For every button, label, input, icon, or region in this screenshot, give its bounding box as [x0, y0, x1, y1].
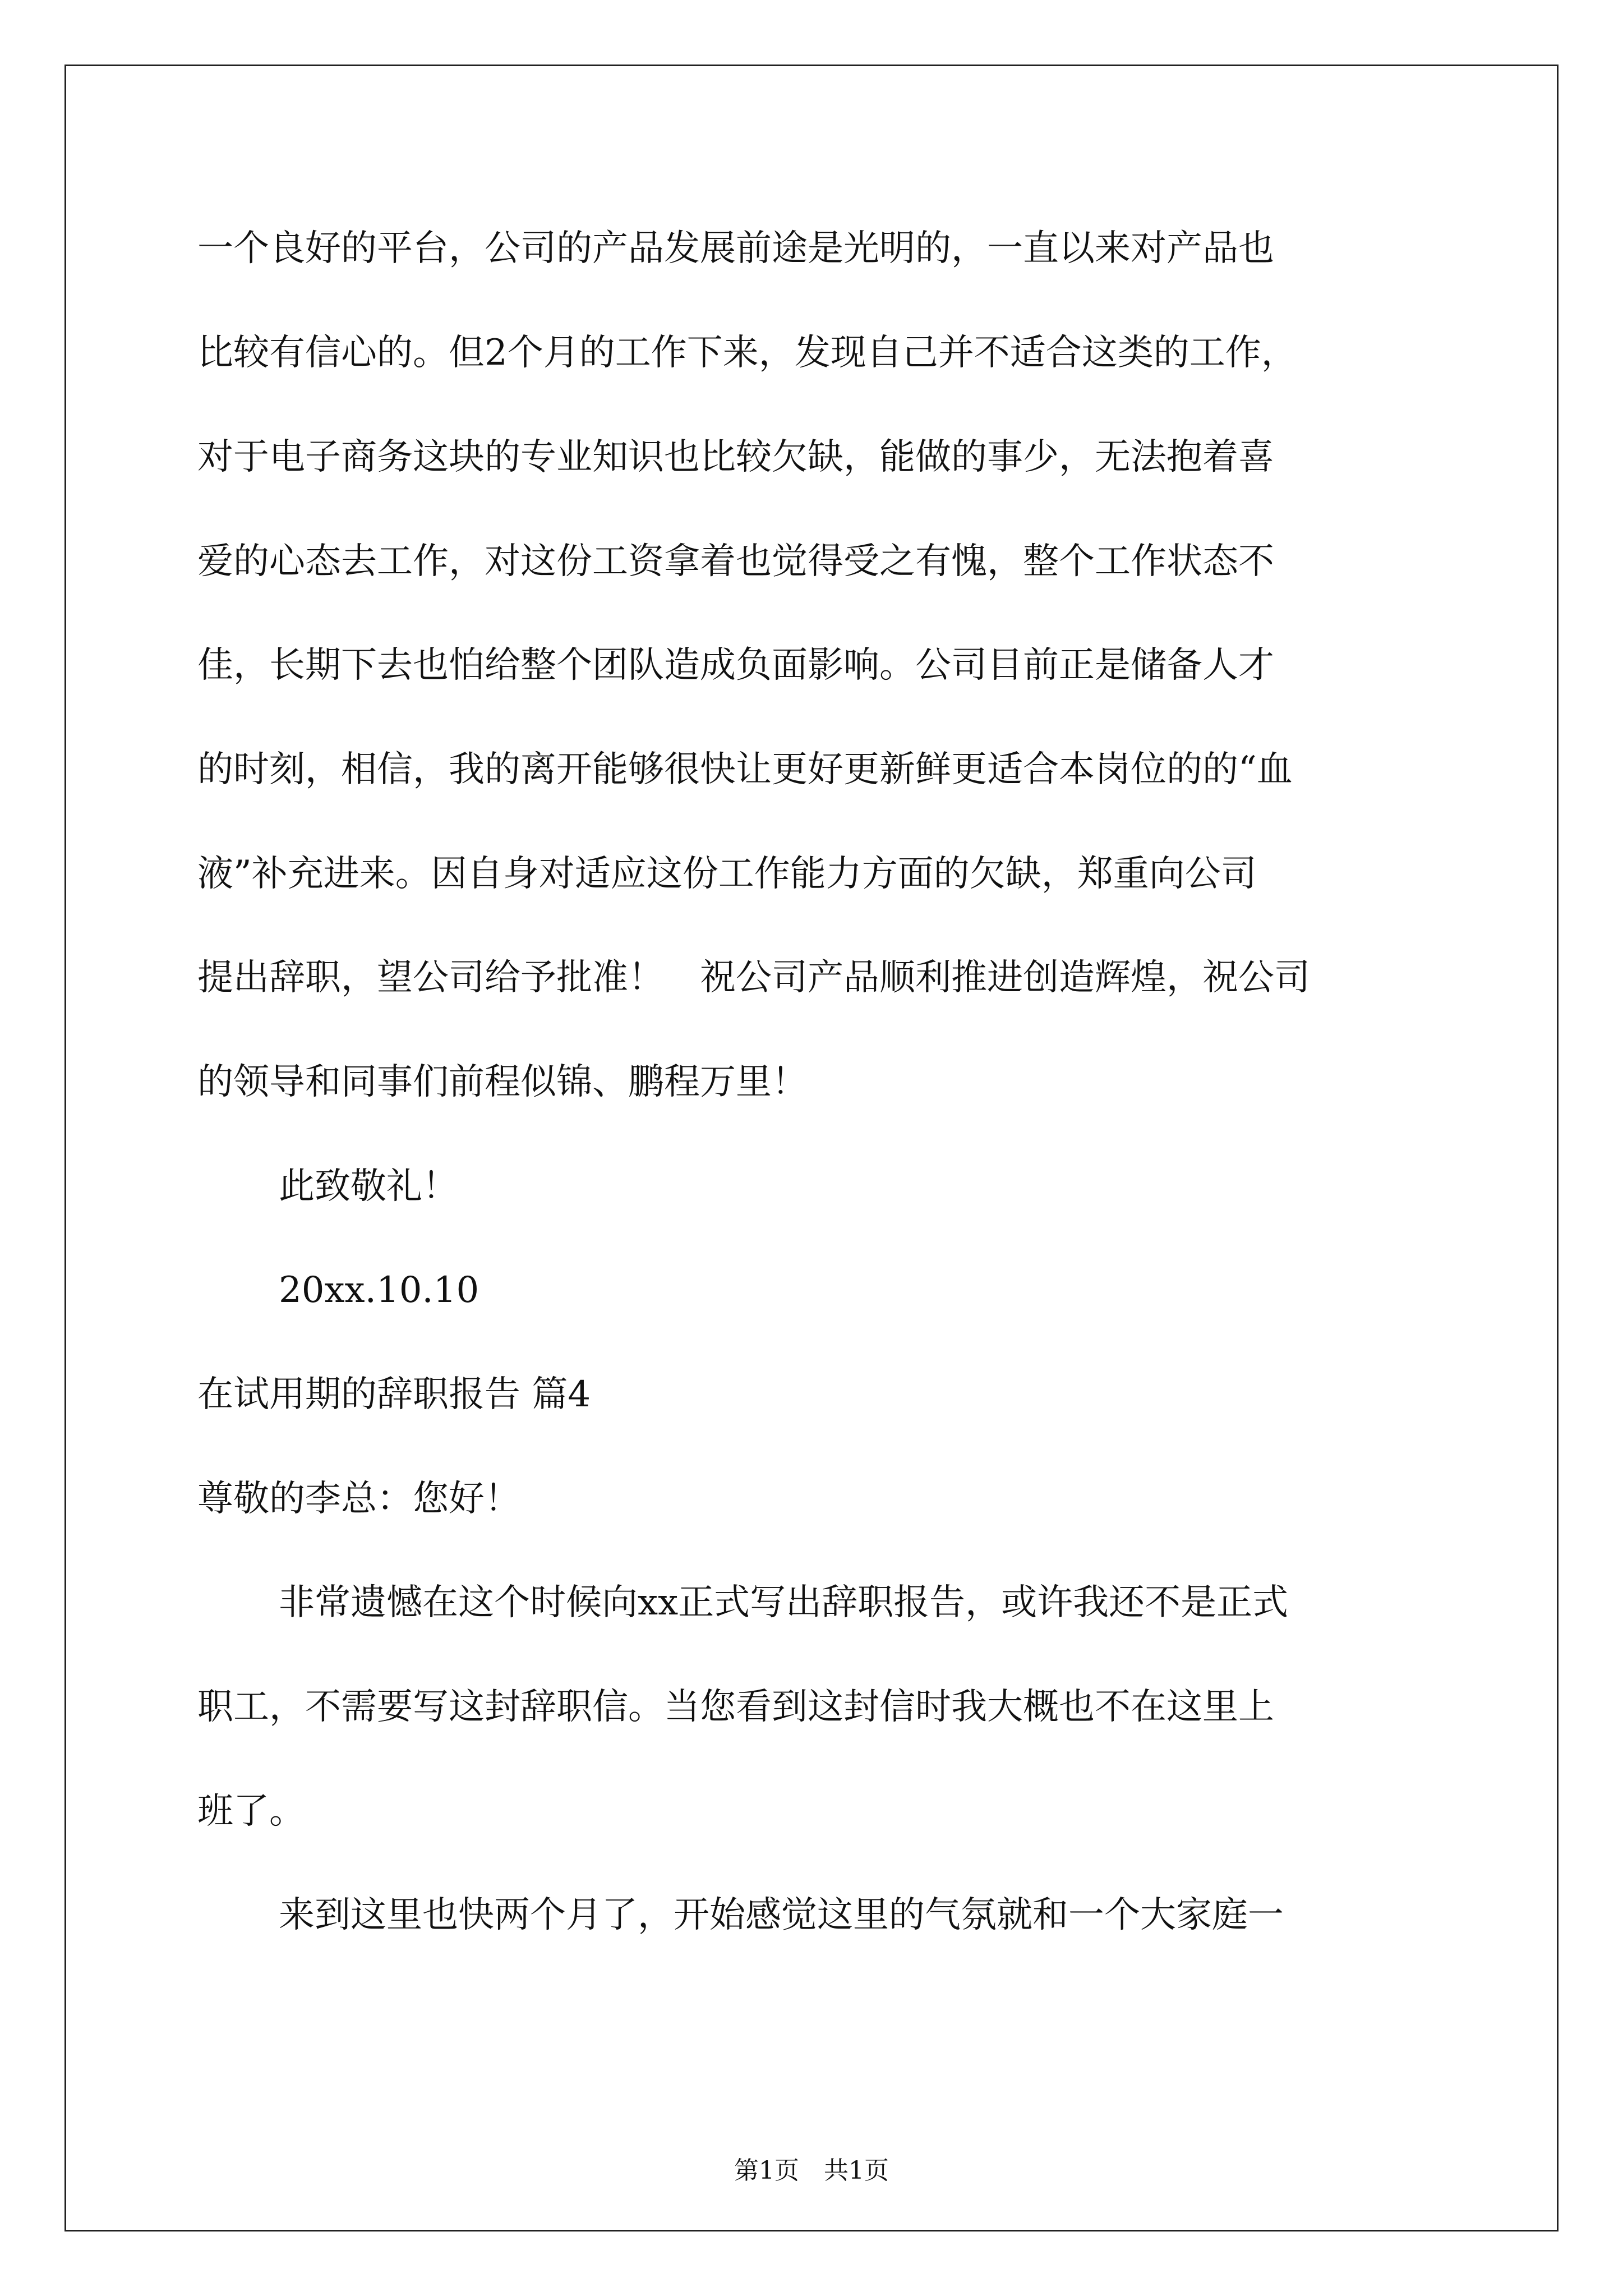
letter-greeting: 尊敬的李总：您好！ [197, 1478, 520, 1520]
body-line: 职工，不需要写这封辞职信。当您看到这封信时我大概也不在这里上 [197, 1686, 1274, 1728]
closing-salutation: 此致敬礼！ [279, 1166, 458, 1207]
section-heading: 在试用期的辞职报告 篇4 [197, 1374, 591, 1415]
body-line: 的时刻，相信，我的离开能够很快让更好更新鲜更适合本岗位的的“血 [197, 749, 1293, 790]
body-line: 比较有信心的。但2个月的工作下来，发现自己并不适合这类的工作， [197, 332, 1297, 374]
body-line: 的领导和同事们前程似锦、鹏程万里！ [197, 1061, 808, 1103]
body-line: 班了。 [197, 1791, 305, 1832]
body-line: 液”补充进来。因自身对适应这份工作能力方面的欠缺，郑重向公司 [197, 853, 1257, 895]
letter-date: 20xx.10.10 [279, 1269, 479, 1311]
body-line: 对于电子商务这块的专业知识也比较欠缺，能做的事少，无法抱着喜 [197, 436, 1274, 478]
page-number-footer: 第1页 共1页 [734, 2156, 889, 2185]
body-line: 提出辞职，望公司给予批准！ 祝公司产品顺利推进创造辉煌，祝公司 [197, 957, 1310, 999]
body-line: 一个良好的平台，公司的产品发展前途是光明的，一直以来对产品也 [197, 228, 1274, 269]
body-line: 佳，长期下去也怕给整个团队造成负面影响。公司目前正是储备人才 [197, 645, 1274, 686]
body-line: 来到这里也快两个月了，开始感觉这里的气氛就和一个大家庭一 [279, 1894, 1284, 1936]
body-line: 非常遗憾在这个时候向xx正式写出辞职报告，或许我还不是正式 [279, 1582, 1289, 1623]
body-line: 爱的心态去工作，对这份工资拿着也觉得受之有愧，整个工作状态不 [197, 541, 1274, 582]
